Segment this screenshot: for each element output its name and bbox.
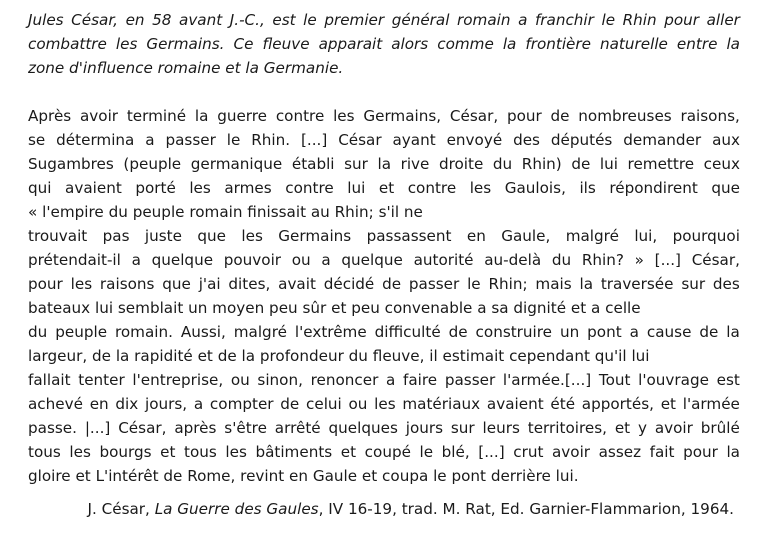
body-line: tous les bourgs et tous les bâtiments et coupé le blé, [...] crut avoir assez fait pour la [28, 443, 740, 461]
body-line: Après avoir terminé la guerre contre les Germains, César, pour de nombreuses raisons, [28, 107, 740, 125]
citation-title: La Guerre des Gaules [154, 500, 319, 518]
body-line: se détermina a passer le Rhin. [...] César ayant envoyé des députés demander aux [28, 131, 740, 149]
body-line: qui avaient porté les armes contre lui et contre les Gaulois, ils répondirent que [28, 179, 740, 197]
citation-author: J. César, [87, 500, 155, 518]
body-line: « l'empire du peuple romain finissait au Rhin; s'il ne [28, 203, 423, 221]
body-line: fallait tenter l'entreprise, ou sinon, renoncer a faire passer l'armée.[...] Tout l'ouvrage est [28, 371, 740, 389]
body-line: prétendait-il a quelque pouvoir ou a quelque autorité au-delà du Rhin? » [...] César, [28, 251, 740, 269]
body-line: bateaux lui semblait un moyen peu sûr et peu convenable a sa dignité et a celle [28, 299, 641, 317]
intro-line: combattre les Germains. Ce fleuve apparait alors comme la frontière naturelle entre la [28, 35, 740, 53]
body-line: largeur, de la rapidité et de la profondeur du fleuve, il estimait cependant qu'il lui [28, 347, 650, 365]
source-citation [87, 497, 734, 521]
body-line: Sugambres (peuple germanique établi sur la rive droite du Rhin) de lui remettre ceux [28, 155, 740, 173]
body-line: pour les raisons que j'ai dites, avait décidé de passer le Rhin; mais la traversée sur des [28, 275, 740, 293]
intro-line: Jules César, en 58 avant J.-C., est le premier général romain a franchir le Rhin pour aller [28, 11, 740, 29]
citation-details: , IV 16-19, trad. M. Rat, Ed. Garnier-Flammarion, 1964. [318, 500, 734, 518]
body-line: gloire et L'intérêt de Rome, revint en Gaule et coupa le pont derrière lui. [28, 467, 579, 485]
intro-line: zone d'influence romaine et la Germanie. [28, 59, 344, 77]
body-line: achevé en dix jours, a compter de celui ou les matériaux avaient été apportés, et l'armée [28, 395, 740, 413]
body-line: trouvait pas juste que les Germains passassent en Gaule, malgré lui, pourquoi [28, 227, 740, 245]
body-line: passe. |...] César, après s'être arrêté quelques jours sur leurs territoires, et y avoir brûlé [28, 419, 740, 437]
body-line: du peuple romain. Aussi, malgré l'extrême difficulté de construire un pont a cause de la [28, 323, 740, 341]
